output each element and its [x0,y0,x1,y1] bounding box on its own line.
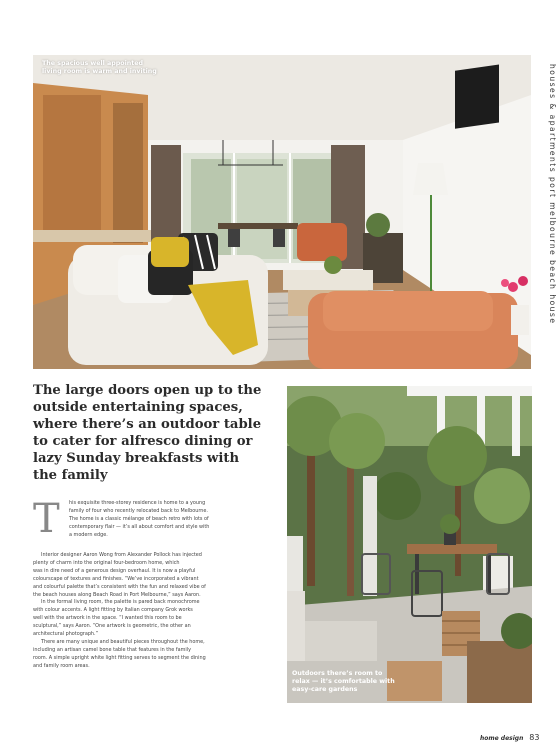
text-line: with colour accents. A light fitting by Italian company Grok works [33,607,193,614]
text-line: plenty of charm into the original four-bedroom home, which [33,559,180,566]
text-line: Interior designer Aaron Wong from Alexander Pollock has injected [41,552,202,558]
text-line: family of four who recently relocated back to Melbourne. [69,507,208,514]
text-line: There are many unique and beautiful pieces throughout the home, [41,638,205,645]
text-line: room. A simple upright white light fitting serves to segment the dining [33,654,206,661]
paragraph-2 [33,552,273,599]
living-room-caption: The spacious well appointed living room is warm and inviting [42,60,157,75]
text-line: the beach houses along Beach Road in Port Melbourne,” says Aaron. [33,591,201,598]
text-line: and colourful palette that’s consistent with the fun and relaxed vibe of [33,583,206,590]
text-line: and family room areas. [33,662,90,669]
text-line: a modern edge. [69,531,108,538]
garden-photo [287,386,532,703]
page-number: 83 [529,733,540,742]
text-line: The home is a classic mélange of beach retro with lots of [69,515,209,522]
pull-quote-headline: The large doors open up to the outside entertaining spaces, where there’s an outdoor table to cater for alfresco dining or lazy Sunday breakfasts with the family [33,383,262,483]
text-line: his exquisite three-storey residence is home to a young [69,500,206,506]
running-header-text: houses & apartments port melbourne beach house [548,64,557,325]
paragraph-1 [33,498,273,552]
paragraph-4 [33,639,273,671]
text-line: In the formal living room, the palette is pared back monochrome [41,599,200,606]
text-line: well with the artwork in the space. “I wanted this room to be [33,615,182,622]
article-body [33,498,273,671]
paragraph-3 [33,599,273,639]
drop-cap: T [33,496,60,542]
living-room-photo [33,55,531,369]
running-header [548,64,558,394]
text-line: sculptural,” says Aaron. “One artwork is geometric, the other an [33,623,191,630]
text-line: architectural photograph.” [33,631,99,638]
text-line: colourscape of textures and finishes. “We’ve incorporated a vibrant [33,575,199,582]
text-line: was in dire need of a generous design overhaul. It is now a playful [33,567,196,574]
text-line: including an artisan camel bone table that features in the family [33,646,191,653]
garden-caption: Outdoors there’s room to relax — it’s comfortable with easy-care gardens [292,670,395,693]
magazine-brand: home design [480,735,524,742]
page-footer [480,733,550,745]
text-line: contemporary flair — it’s all about comfort and style with [69,523,210,530]
